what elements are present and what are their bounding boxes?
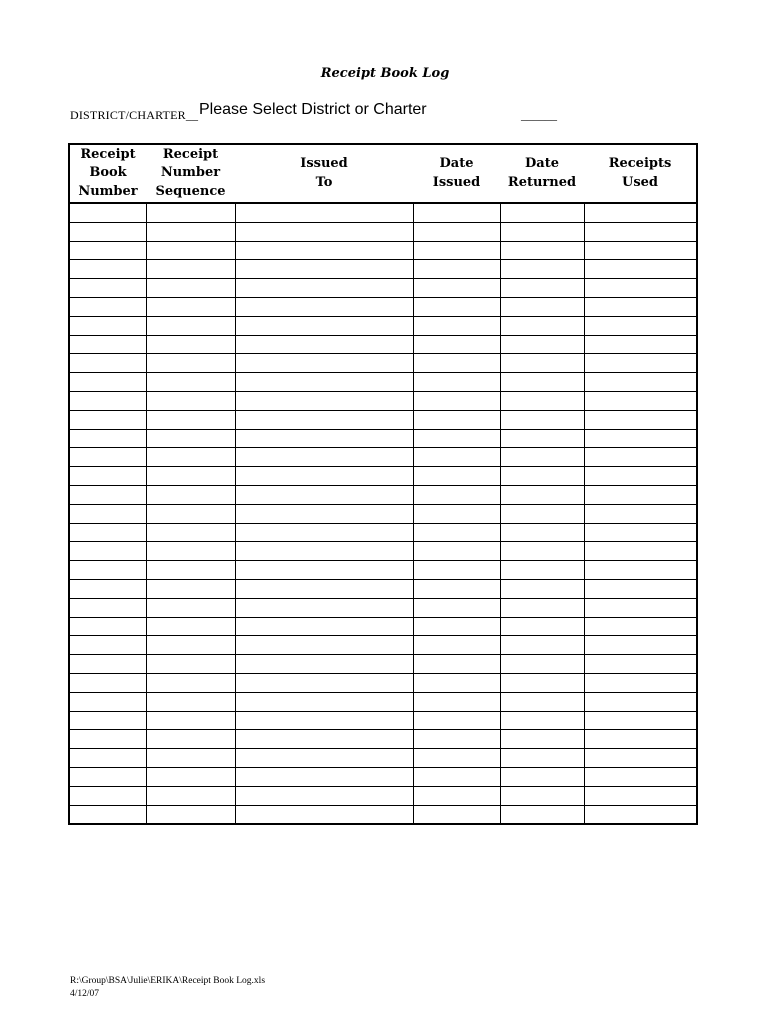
cell-receipt-book-number[interactable] [69, 579, 146, 598]
cell-issued-to[interactable] [235, 561, 413, 580]
cell-receipt-number-sequence[interactable] [146, 730, 235, 749]
cell-receipts-used[interactable] [584, 504, 697, 523]
cell-receipts-used[interactable] [584, 767, 697, 786]
cell-date-returned[interactable] [500, 354, 584, 373]
table-row [69, 730, 697, 749]
cell-issued-to[interactable] [235, 504, 413, 523]
cell-receipt-number-sequence[interactable] [146, 485, 235, 504]
cell-receipt-book-number[interactable] [69, 429, 146, 448]
cell-receipts-used[interactable] [584, 241, 697, 260]
table-row [69, 297, 697, 316]
cell-date-returned[interactable] [500, 391, 584, 410]
cell-receipts-used[interactable] [584, 485, 697, 504]
cell-receipt-number-sequence[interactable] [146, 335, 235, 354]
header-receipts-used: Receipts Used [584, 144, 697, 203]
cell-issued-to[interactable] [235, 749, 413, 768]
cell-issued-to[interactable] [235, 222, 413, 241]
cell-receipt-book-number[interactable] [69, 673, 146, 692]
cell-receipts-used[interactable] [584, 316, 697, 335]
cell-date-returned[interactable] [500, 410, 584, 429]
table-row [69, 391, 697, 410]
cell-date-returned[interactable] [500, 222, 584, 241]
cell-receipts-used[interactable] [584, 655, 697, 674]
receipt-book-log-table [68, 143, 698, 825]
cell-receipts-used[interactable] [584, 467, 697, 486]
cell-receipt-number-sequence[interactable] [146, 805, 235, 824]
cell-issued-to[interactable] [235, 655, 413, 674]
cell-receipt-number-sequence[interactable] [146, 655, 235, 674]
cell-date-returned[interactable] [500, 485, 584, 504]
cell-receipt-number-sequence[interactable] [146, 297, 235, 316]
cell-receipts-used[interactable] [584, 730, 697, 749]
cell-receipt-number-sequence[interactable] [146, 260, 235, 279]
cell-issued-to[interactable] [235, 316, 413, 335]
cell-date-returned[interactable] [500, 429, 584, 448]
table-row [69, 767, 697, 786]
header-issued-to: Issued To [235, 144, 413, 203]
cell-receipt-number-sequence[interactable] [146, 749, 235, 768]
cell-date-issued[interactable] [413, 335, 500, 354]
cell-date-issued[interactable] [413, 730, 500, 749]
cell-date-issued[interactable] [413, 203, 500, 222]
header-date-returned: Date Returned [500, 144, 584, 203]
header-date-issued: Date Issued [413, 144, 500, 203]
district-charter-blank-line: ______ [521, 108, 557, 122]
cell-receipt-number-sequence[interactable] [146, 692, 235, 711]
cell-date-issued[interactable] [413, 692, 500, 711]
cell-date-returned[interactable] [500, 467, 584, 486]
cell-date-returned[interactable] [500, 749, 584, 768]
table-row [69, 222, 697, 241]
cell-receipts-used[interactable] [584, 373, 697, 392]
cell-issued-to[interactable] [235, 297, 413, 316]
cell-receipt-book-number[interactable] [69, 241, 146, 260]
table-row [69, 354, 697, 373]
cell-issued-to[interactable] [235, 730, 413, 749]
cell-receipt-book-number[interactable] [69, 786, 146, 805]
cell-issued-to[interactable] [235, 673, 413, 692]
cell-receipt-number-sequence[interactable] [146, 410, 235, 429]
cell-receipt-number-sequence[interactable] [146, 711, 235, 730]
cell-receipt-book-number[interactable] [69, 542, 146, 561]
cell-issued-to[interactable] [235, 542, 413, 561]
cell-date-returned[interactable] [500, 523, 584, 542]
cell-issued-to[interactable] [235, 203, 413, 222]
header-receipt-book-number: Receipt Book Number [69, 144, 146, 203]
cell-issued-to[interactable] [235, 335, 413, 354]
cell-date-issued[interactable] [413, 655, 500, 674]
cell-receipt-book-number[interactable] [69, 467, 146, 486]
cell-date-issued[interactable] [413, 504, 500, 523]
cell-receipt-number-sequence[interactable] [146, 504, 235, 523]
table-row [69, 316, 697, 335]
cell-issued-to[interactable] [235, 241, 413, 260]
cell-receipt-book-number[interactable] [69, 617, 146, 636]
cell-receipts-used[interactable] [584, 673, 697, 692]
cell-receipts-used[interactable] [584, 523, 697, 542]
cell-date-issued[interactable] [413, 749, 500, 768]
cell-receipts-used[interactable] [584, 749, 697, 768]
cell-issued-to[interactable] [235, 579, 413, 598]
table-row [69, 203, 697, 222]
table-row [69, 504, 697, 523]
table-row [69, 786, 697, 805]
cell-receipt-book-number[interactable] [69, 805, 146, 824]
footer [70, 975, 265, 1001]
cell-receipts-used[interactable] [584, 391, 697, 410]
cell-date-returned[interactable] [500, 617, 584, 636]
table-row [69, 673, 697, 692]
district-charter-select[interactable]: Please Select District or Charter [199, 101, 427, 118]
cell-receipt-number-sequence[interactable] [146, 448, 235, 467]
cell-date-issued[interactable] [413, 598, 500, 617]
cell-issued-to[interactable] [235, 448, 413, 467]
cell-receipt-number-sequence[interactable] [146, 203, 235, 222]
cell-receipt-number-sequence[interactable] [146, 767, 235, 786]
cell-receipts-used[interactable] [584, 222, 697, 241]
table-row [69, 448, 697, 467]
cell-date-returned[interactable] [500, 203, 584, 222]
cell-date-issued[interactable] [413, 636, 500, 655]
cell-issued-to[interactable] [235, 523, 413, 542]
cell-date-returned[interactable] [500, 542, 584, 561]
table-row [69, 429, 697, 448]
district-charter-label: DISTRICT/CHARTER__ [70, 108, 199, 122]
cell-date-issued[interactable] [413, 260, 500, 279]
cell-issued-to[interactable] [235, 429, 413, 448]
cell-date-issued[interactable] [413, 429, 500, 448]
cell-date-returned[interactable] [500, 655, 584, 674]
cell-date-issued[interactable] [413, 297, 500, 316]
cell-receipt-number-sequence[interactable] [146, 391, 235, 410]
table-row [69, 542, 697, 561]
cell-receipt-book-number[interactable] [69, 655, 146, 674]
cell-date-issued[interactable] [413, 767, 500, 786]
cell-receipt-book-number[interactable] [69, 222, 146, 241]
cell-date-returned[interactable] [500, 335, 584, 354]
cell-date-issued[interactable] [413, 786, 500, 805]
cell-receipt-book-number[interactable] [69, 279, 146, 298]
cell-date-returned[interactable] [500, 448, 584, 467]
cell-receipts-used[interactable] [584, 335, 697, 354]
cell-receipts-used[interactable] [584, 448, 697, 467]
cell-date-returned[interactable] [500, 504, 584, 523]
cell-receipt-number-sequence[interactable] [146, 222, 235, 241]
cell-receipt-book-number[interactable] [69, 561, 146, 580]
cell-receipts-used[interactable] [584, 636, 697, 655]
cell-date-issued[interactable] [413, 222, 500, 241]
cell-receipt-number-sequence[interactable] [146, 429, 235, 448]
cell-date-issued[interactable] [413, 241, 500, 260]
cell-receipt-book-number[interactable] [69, 335, 146, 354]
cell-receipt-number-sequence[interactable] [146, 598, 235, 617]
cell-receipt-book-number[interactable] [69, 598, 146, 617]
cell-receipts-used[interactable] [584, 542, 697, 561]
table-row [69, 523, 697, 542]
table-row [69, 805, 697, 824]
cell-date-returned[interactable] [500, 297, 584, 316]
cell-receipt-book-number[interactable] [69, 373, 146, 392]
table-row [69, 598, 697, 617]
cell-receipt-book-number[interactable] [69, 485, 146, 504]
cell-receipts-used[interactable] [584, 598, 697, 617]
cell-receipts-used[interactable] [584, 279, 697, 298]
cell-date-issued[interactable] [413, 279, 500, 298]
cell-receipts-used[interactable] [584, 429, 697, 448]
cell-receipt-book-number[interactable] [69, 749, 146, 768]
cell-date-issued[interactable] [413, 805, 500, 824]
cell-issued-to[interactable] [235, 598, 413, 617]
cell-receipts-used[interactable] [584, 617, 697, 636]
table-row [69, 655, 697, 674]
table-row [69, 617, 697, 636]
cell-receipt-number-sequence[interactable] [146, 316, 235, 335]
table-row [69, 485, 697, 504]
cell-receipt-book-number[interactable] [69, 410, 146, 429]
cell-date-returned[interactable] [500, 805, 584, 824]
cell-receipt-book-number[interactable] [69, 692, 146, 711]
cell-issued-to[interactable] [235, 391, 413, 410]
cell-receipts-used[interactable] [584, 561, 697, 580]
table-row [69, 410, 697, 429]
table-header-row [69, 144, 697, 203]
cell-date-issued[interactable] [413, 617, 500, 636]
cell-date-issued[interactable] [413, 373, 500, 392]
cell-date-issued[interactable] [413, 448, 500, 467]
cell-receipt-book-number[interactable] [69, 297, 146, 316]
cell-issued-to[interactable] [235, 786, 413, 805]
cell-date-returned[interactable] [500, 786, 584, 805]
cell-receipts-used[interactable] [584, 579, 697, 598]
cell-receipt-number-sequence[interactable] [146, 354, 235, 373]
cell-date-returned[interactable] [500, 636, 584, 655]
cell-date-issued[interactable] [413, 467, 500, 486]
table-row [69, 335, 697, 354]
cell-date-issued[interactable] [413, 711, 500, 730]
cell-date-returned[interactable] [500, 730, 584, 749]
cell-receipt-number-sequence[interactable] [146, 467, 235, 486]
cell-receipt-number-sequence[interactable] [146, 617, 235, 636]
table-row [69, 260, 697, 279]
cell-receipt-book-number[interactable] [69, 203, 146, 222]
cell-date-returned[interactable] [500, 561, 584, 580]
cell-date-issued[interactable] [413, 673, 500, 692]
table-row [69, 373, 697, 392]
cell-receipt-book-number[interactable] [69, 448, 146, 467]
cell-date-returned[interactable] [500, 241, 584, 260]
cell-receipt-number-sequence[interactable] [146, 636, 235, 655]
cell-receipt-number-sequence[interactable] [146, 673, 235, 692]
table-row [69, 692, 697, 711]
cell-receipt-number-sequence[interactable] [146, 523, 235, 542]
cell-date-returned[interactable] [500, 260, 584, 279]
cell-date-returned[interactable] [500, 673, 584, 692]
cell-receipt-book-number[interactable] [69, 523, 146, 542]
cell-date-issued[interactable] [413, 316, 500, 335]
cell-receipts-used[interactable] [584, 354, 697, 373]
cell-receipts-used[interactable] [584, 297, 697, 316]
cell-date-returned[interactable] [500, 767, 584, 786]
table-row [69, 711, 697, 730]
cell-receipts-used[interactable] [584, 692, 697, 711]
cell-date-returned[interactable] [500, 598, 584, 617]
table-row [69, 579, 697, 598]
cell-date-issued[interactable] [413, 391, 500, 410]
cell-date-returned[interactable] [500, 279, 584, 298]
cell-receipt-number-sequence[interactable] [146, 579, 235, 598]
cell-issued-to[interactable] [235, 373, 413, 392]
table-row [69, 636, 697, 655]
cell-receipt-book-number[interactable] [69, 767, 146, 786]
table-row [69, 279, 697, 298]
cell-receipt-number-sequence[interactable] [146, 786, 235, 805]
table-row [69, 241, 697, 260]
cell-date-returned[interactable] [500, 692, 584, 711]
document-title: Receipt Book Log [320, 66, 450, 81]
cell-receipt-book-number[interactable] [69, 354, 146, 373]
cell-issued-to[interactable] [235, 805, 413, 824]
cell-date-issued[interactable] [413, 542, 500, 561]
cell-receipt-number-sequence[interactable] [146, 279, 235, 298]
cell-receipt-number-sequence[interactable] [146, 373, 235, 392]
footer-file-path: R:\Group\BSA\Julie\ERIKA\Receipt Book Log.xls [70, 976, 266, 986]
cell-issued-to[interactable] [235, 485, 413, 504]
cell-date-returned[interactable] [500, 579, 584, 598]
cell-issued-to[interactable] [235, 410, 413, 429]
cell-date-returned[interactable] [500, 711, 584, 730]
cell-issued-to[interactable] [235, 467, 413, 486]
cell-date-issued[interactable] [413, 410, 500, 429]
cell-receipt-book-number[interactable] [69, 711, 146, 730]
cell-receipt-number-sequence[interactable] [146, 542, 235, 561]
cell-receipts-used[interactable] [584, 786, 697, 805]
cell-issued-to[interactable] [235, 692, 413, 711]
cell-issued-to[interactable] [235, 711, 413, 730]
header-receipt-number-sequence: Receipt Number Sequence [146, 144, 235, 203]
cell-issued-to[interactable] [235, 617, 413, 636]
cell-receipt-book-number[interactable] [69, 504, 146, 523]
cell-receipts-used[interactable] [584, 711, 697, 730]
cell-receipt-book-number[interactable] [69, 391, 146, 410]
cell-issued-to[interactable] [235, 279, 413, 298]
cell-receipt-book-number[interactable] [69, 260, 146, 279]
cell-receipt-number-sequence[interactable] [146, 241, 235, 260]
cell-date-issued[interactable] [413, 354, 500, 373]
cell-date-issued[interactable] [413, 523, 500, 542]
cell-receipts-used[interactable] [584, 805, 697, 824]
cell-date-returned[interactable] [500, 316, 584, 335]
table-row [69, 467, 697, 486]
cell-issued-to[interactable] [235, 260, 413, 279]
cell-receipts-used[interactable] [584, 260, 697, 279]
cell-receipt-book-number[interactable] [69, 636, 146, 655]
cell-receipts-used[interactable] [584, 203, 697, 222]
table-row [69, 749, 697, 768]
table-row [69, 561, 697, 580]
table-body [69, 203, 697, 824]
cell-issued-to[interactable] [235, 767, 413, 786]
footer-date: 4/12/07 [70, 989, 100, 999]
cell-issued-to[interactable] [235, 354, 413, 373]
cell-receipts-used[interactable] [584, 410, 697, 429]
cell-receipt-number-sequence[interactable] [146, 561, 235, 580]
cell-issued-to[interactable] [235, 636, 413, 655]
cell-receipt-book-number[interactable] [69, 730, 146, 749]
cell-date-issued[interactable] [413, 561, 500, 580]
cell-date-returned[interactable] [500, 373, 584, 392]
cell-date-issued[interactable] [413, 485, 500, 504]
cell-date-issued[interactable] [413, 579, 500, 598]
cell-receipt-book-number[interactable] [69, 316, 146, 335]
